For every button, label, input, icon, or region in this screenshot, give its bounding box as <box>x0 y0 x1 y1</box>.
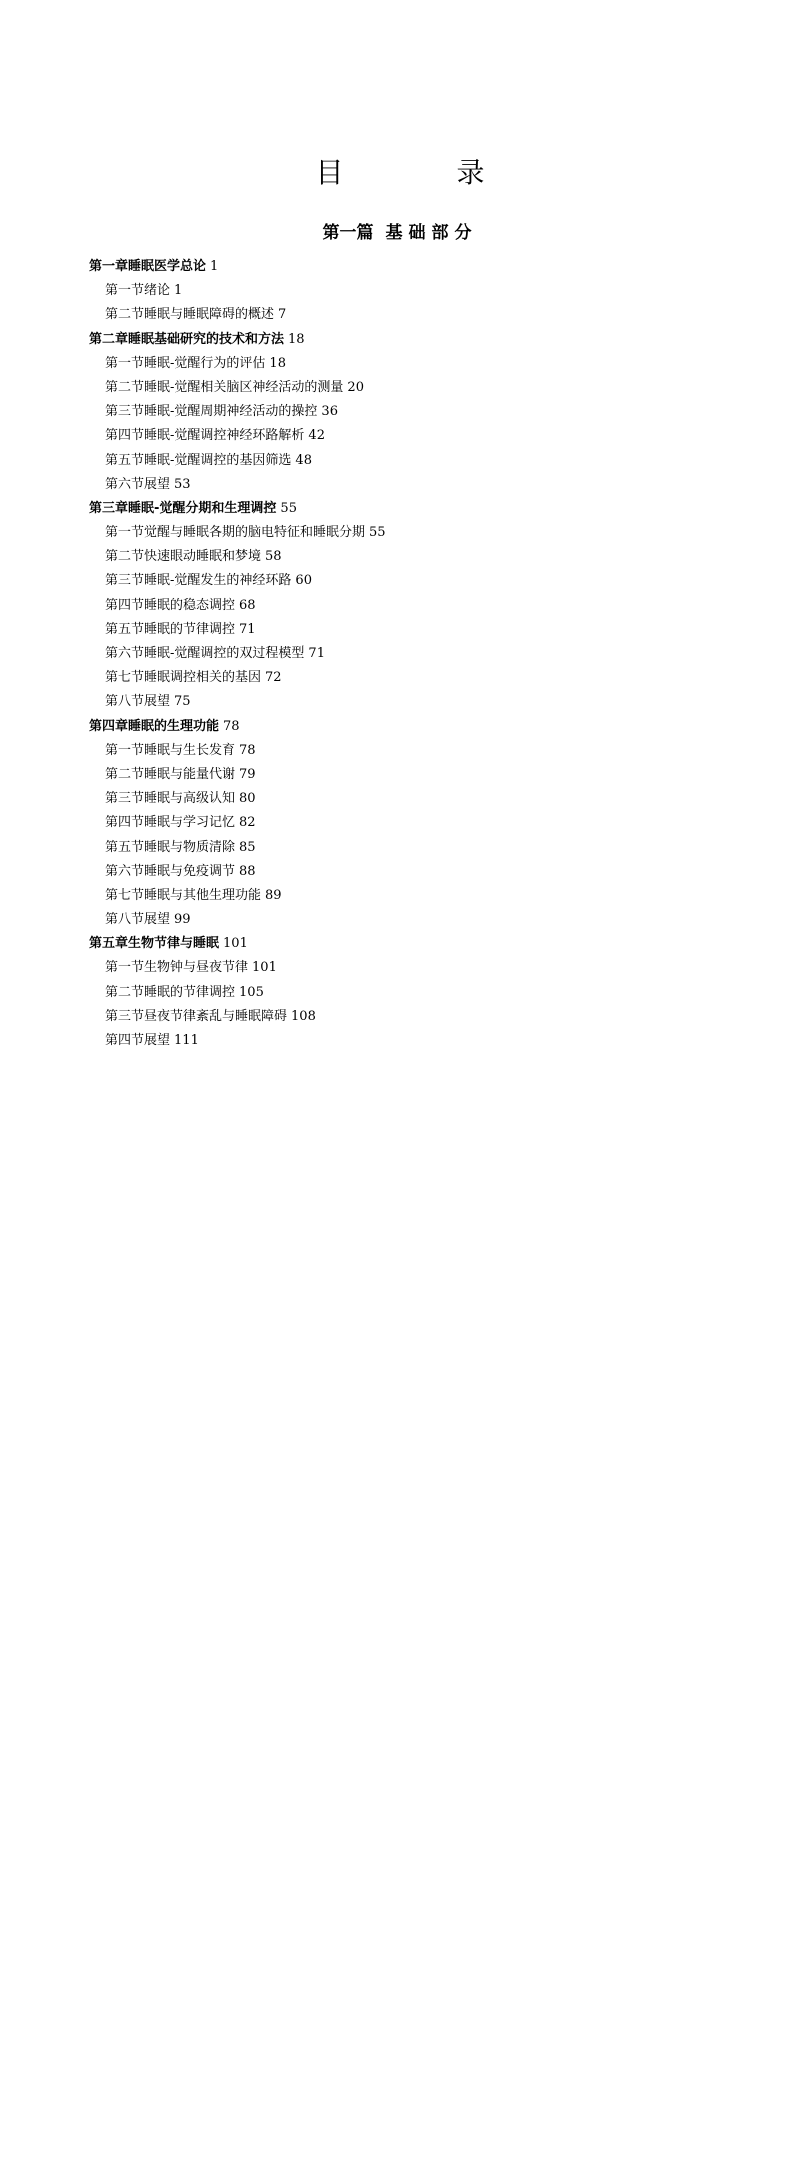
toc-entry-number: 第四节 <box>105 597 145 613</box>
toc-entry-number: 第一章 <box>89 259 129 274</box>
toc-entry-title: 展望 <box>144 912 171 928</box>
toc-entry-number: 第二节 <box>105 549 145 565</box>
toc-entry-number: 第一节 <box>105 283 145 299</box>
toc-entry-page-number: 79 <box>239 766 256 782</box>
toc-entry-page-number: 72 <box>265 670 282 686</box>
toc-entry-number: 第一节 <box>105 355 145 371</box>
toc-entry-page-number: 1 <box>174 283 183 299</box>
toc-entry-number: 第八节 <box>105 694 145 710</box>
toc-entry-page-number: 78 <box>223 718 240 734</box>
toc-entry-page-number: 7 <box>278 307 287 323</box>
toc-entry-title: 觉醒与睡眠各期的脑电特征和睡眠分期 <box>144 525 366 541</box>
toc-chapter-entry[interactable] <box>89 255 711 279</box>
toc-entry-number: 第五节 <box>105 452 145 468</box>
toc-entry-page-number: 85 <box>239 839 256 855</box>
toc-entry-title: 睡眠的节律调控 <box>144 984 236 1000</box>
toc-entry-number: 第三章 <box>89 500 129 516</box>
toc-entry-number: 第五节 <box>105 839 145 855</box>
toc-entry-number: 第二节 <box>105 307 145 323</box>
toc-entry-page-number: 68 <box>239 597 256 613</box>
toc-entry-page-number: 71 <box>308 646 325 661</box>
toc-section-entry[interactable] <box>89 690 711 714</box>
toc-entry-number: 第一节 <box>105 525 145 541</box>
toc-entry-number: 第二节 <box>105 766 145 782</box>
toc-entry-title: 睡眠与睡眠障碍的概述 <box>144 307 275 323</box>
toc-entry-page-number: 101 <box>252 960 277 976</box>
toc-entry-page-number: 71 <box>239 621 256 637</box>
toc-entry-title: 睡眠与高级认知 <box>144 791 236 807</box>
toc-entry-page-number: 111 <box>174 1033 199 1048</box>
toc-entry-number: 第六节 <box>105 476 145 492</box>
toc-entry-page-number: 89 <box>265 887 282 903</box>
toc-entry-page-number: 88 <box>239 863 256 879</box>
toc-entry-title: 睡眠的生理功能 <box>128 718 220 734</box>
toc-entry-title: 睡眠-觉醒调控神经环路解析 <box>144 428 305 444</box>
table-of-contents <box>89 255 711 1053</box>
toc-entry-page-number: 108 <box>291 1008 316 1024</box>
toc-entry-title: 睡眠的节律调控 <box>144 621 236 637</box>
toc-entry-page-number: 58 <box>265 549 282 565</box>
toc-section-entry[interactable] <box>89 473 711 497</box>
toc-entry-title: 睡眠与其他生理功能 <box>144 887 262 903</box>
toc-entry-title: 睡眠与学习记忆 <box>144 815 236 831</box>
toc-entry-title: 睡眠-觉醒相关脑区神经活动的测量 <box>144 379 344 395</box>
toc-entry-number: 第四节 <box>105 428 145 444</box>
toc-entry-number: 第二章 <box>89 331 129 347</box>
toc-entry-title: 睡眠-觉醒周期神经活动的操控 <box>144 404 318 420</box>
toc-entry-page-number: 53 <box>174 476 191 492</box>
toc-entry-page-number: 99 <box>174 912 191 928</box>
toc-entry-page-number: 78 <box>239 742 256 758</box>
toc-section-entry[interactable] <box>89 908 711 932</box>
toc-entry-title: 睡眠与物质清除 <box>144 839 236 855</box>
toc-entry-title: 睡眠与生长发育 <box>144 742 236 758</box>
toc-entry-title: 生物钟与昼夜节律 <box>144 960 249 976</box>
toc-entry-number: 第八节 <box>105 912 145 928</box>
page-title: 目 录 <box>315 156 537 189</box>
toc-entry-title: 展望 <box>144 476 171 492</box>
toc-entry-title: 睡眠-觉醒分期和生理调控 <box>128 500 277 516</box>
toc-entry-title: 快速眼动睡眠和梦境 <box>144 549 262 565</box>
toc-entry-page-number: 20 <box>347 379 364 395</box>
toc-entry-page-number: 42 <box>308 428 325 444</box>
toc-entry-number: 第四节 <box>105 1033 145 1048</box>
toc-entry-number: 第二节 <box>105 984 145 1000</box>
toc-entry-title: 睡眠-觉醒行为的评估 <box>144 355 266 371</box>
toc-entry-number: 第四章 <box>89 718 129 734</box>
toc-entry-page-number: 36 <box>321 404 338 420</box>
toc-entry-number: 第三节 <box>105 791 145 807</box>
toc-entry-number: 第七节 <box>105 670 145 686</box>
toc-entry-title: 睡眠基础研究的技术和方法 <box>128 331 285 347</box>
toc-entry-title: 绪论 <box>144 283 171 299</box>
toc-entry-page-number: 55 <box>369 525 386 541</box>
toc-entry-title: 睡眠与能量代谢 <box>144 766 236 782</box>
toc-entry-number: 第三节 <box>105 404 145 420</box>
toc-entry-title: 睡眠-觉醒调控的双过程模型 <box>144 646 305 661</box>
toc-entry-page-number: 75 <box>174 694 191 710</box>
toc-entry-number: 第四节 <box>105 815 145 831</box>
toc-entry-number: 第六节 <box>105 646 145 661</box>
toc-entry-title: 展望 <box>144 694 171 710</box>
toc-entry-title: 睡眠医学总论 <box>128 259 207 274</box>
toc-entry-page-number: 1 <box>210 259 219 274</box>
toc-entry-page-number: 105 <box>239 984 264 1000</box>
toc-entry-page-number: 18 <box>288 331 305 347</box>
toc-entry-number: 第七节 <box>105 887 145 903</box>
toc-entry-number: 第六节 <box>105 863 145 879</box>
toc-entry-page-number: 101 <box>223 936 248 952</box>
toc-entry-number: 第五节 <box>105 621 145 637</box>
toc-entry-title: 睡眠调控相关的基因 <box>144 670 262 686</box>
toc-entry-page-number: 80 <box>239 791 256 807</box>
toc-section-entry[interactable] <box>89 1029 711 1053</box>
toc-entry-page-number: 55 <box>280 500 297 516</box>
toc-entry-number: 第一节 <box>105 960 145 976</box>
toc-section-entry[interactable] <box>89 279 711 303</box>
toc-entry-title: 展望 <box>144 1033 171 1048</box>
toc-entry-title: 生物节律与睡眠 <box>128 936 220 952</box>
part-heading <box>0 222 800 244</box>
toc-entry-page-number: 60 <box>295 573 312 589</box>
toc-entry-page-number: 48 <box>295 452 312 468</box>
toc-entry-title: 睡眠与免疫调节 <box>144 863 236 879</box>
toc-entry-number: 第三节 <box>105 573 145 589</box>
toc-entry-title: 睡眠-觉醒调控的基因筛选 <box>144 452 292 468</box>
toc-entry-number: 第一节 <box>105 742 145 758</box>
toc-entry-page-number: 82 <box>239 815 256 831</box>
toc-entry-title: 睡眠的稳态调控 <box>144 597 236 613</box>
toc-entry-title: 昼夜节律紊乱与睡眠障碍 <box>144 1008 288 1024</box>
toc-entry-title: 睡眠-觉醒发生的神经环路 <box>144 573 292 589</box>
toc-entry-page-number: 18 <box>269 355 286 371</box>
part-number: 第一篇 <box>322 223 374 243</box>
toc-entry-number: 第二节 <box>105 379 145 395</box>
toc-entry-number: 第五章 <box>89 936 129 952</box>
part-subject: 基础部分 <box>385 223 478 243</box>
toc-entry-number: 第三节 <box>105 1008 145 1024</box>
